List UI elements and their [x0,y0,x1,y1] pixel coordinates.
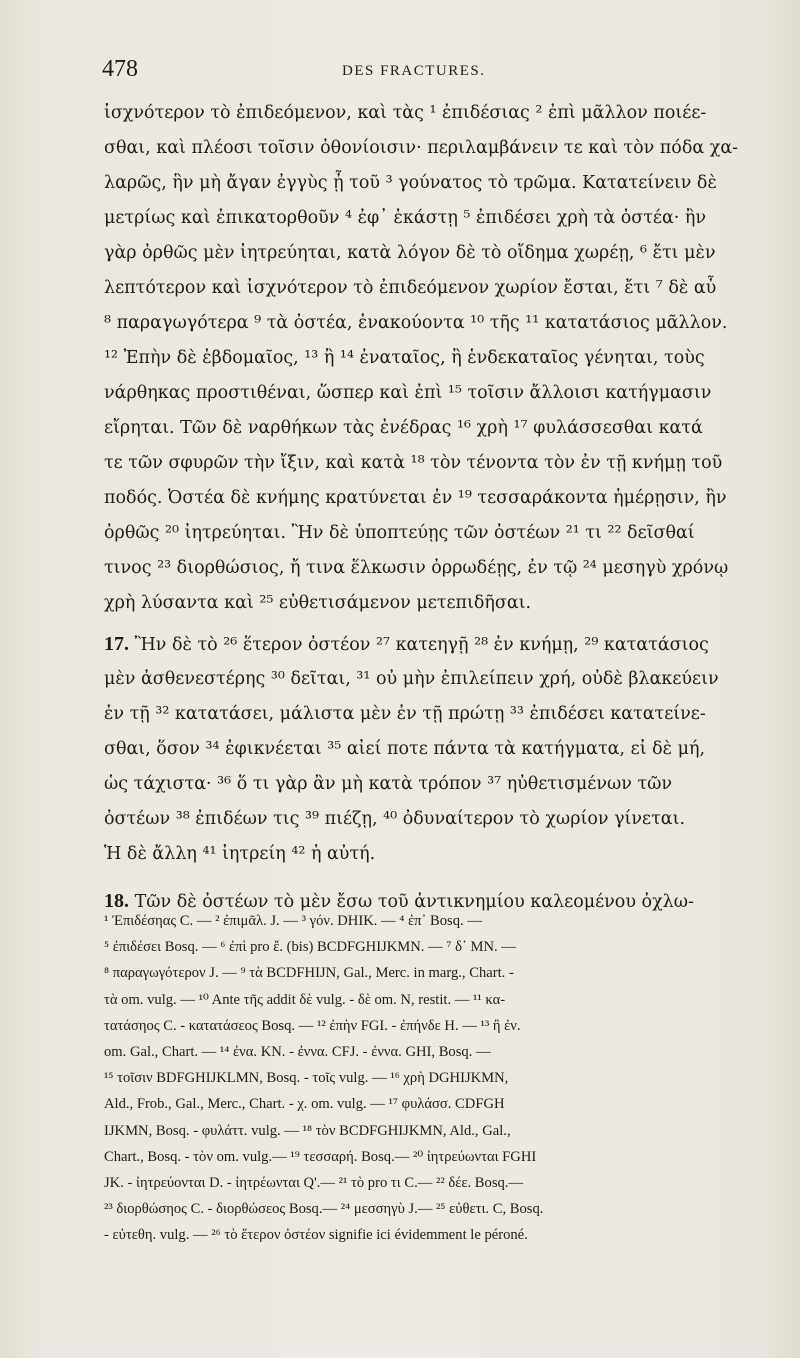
footnote-line: IJKMN, Bosq. - φυλάττ. vulg. — ¹⁸ τὸν BCDFGHIJKMN, Ald., Gal., [104,1122,511,1139]
running-head: DES FRACTURES. [342,63,486,79]
text-line: Ἡ δὲ ἄλλη ⁴¹ ἰητρείη ⁴² ἡ αὐτή. [104,844,376,864]
text-line: ὀστέων ³⁸ ἐπιδέων τις ³⁹ πιέζῃ, ⁴⁰ ὀδυναίτερον τὸ χωρίον γίνεται. [104,809,686,829]
text-line: μὲν ἀσθενεστέρης ³⁰ δεῖται, ³¹ οὐ μὴν ἐπιλείπειν χρή, οὐδὲ βλακεύειν [104,669,719,689]
text-line: μετρίως καὶ ἐπικατορθοῦν ⁴ ἐφ᾽ ἑκάστῃ ⁵ ἐπιδέσει χρὴ τὰ ὀστέα· ἢν [104,208,707,228]
text-line: χρὴ λύσαντα καὶ ²⁵ εὐθετισάμενον μετεπιδῆσαι. [104,593,532,613]
footnote-line: ¹ Ἐπιδέσηας C. — ² ἐπιμᾶλ. J. — ³ γόν. DHIK. — ⁴ ἐπ᾽ Bosq. — [104,913,482,929]
footnote-line: om. Gal., Chart. — ¹⁴ ἐνα. KN. - ἐννα. CFJ. - ἐννα. GHI, Bosq. — [104,1043,491,1060]
page-number: 478 [102,56,138,82]
footnote-line: Ald., Frob., Gal., Merc., Chart. - χ. om. vulg. — ¹⁷ φυλάσσ. CDFGH [104,1096,505,1113]
footnotes [104,908,752,1248]
footnote-line: ¹⁵ τοῖσιν BDFGHIJKLMN, Bosq. - τοῖς vulg. — ¹⁶ χρὴ DGHIJKMN, [104,1070,509,1087]
footnote-line: τατάσηος C. - κατατάσεος Bosq. — ¹² ἐπὴν FGI. - ἐπήνδε H. — ¹³ ἢ ἐν. [104,1017,521,1034]
text-line: σθαι, ὅσον ³⁴ ἐφικνέεται ³⁵ αἰεί ποτε πάντα τὰ κατήγματα, εἰ δὲ μή, [104,739,706,759]
text-line: ⁸ παραγωγότερα ⁹ τὰ ὀστέα, ἐνακούοντα ¹⁰ τῆς ¹¹ κατατάσιος μᾶλλον. [104,313,728,333]
footnote-line: ⁵ ἐπιδέσει Bosq. — ⁶ ἐπὶ pro ἔ. (bis) BCDFGHIJKMN. — ⁷ δ᾽ MN. — [104,939,516,956]
main-text [104,96,752,919]
footnote-line: ²³ διορθώσηος C. - διορθώσεος Bosq.— ²⁴ μεσσηγὺ J.— ²⁵ εὐθετι. C, Bosq. [104,1201,544,1218]
text-line: ἐν τῇ ³² κατατάσει, μάλιστα μὲν ἐν τῇ πρώτῃ ³³ ἐπιδέσει κατατείνε- [104,704,706,724]
paragraph-number: 18. [104,890,129,912]
text-line: τινος ²³ διορθώσιος, ἤ τινα ἕλκωσιν ὀρρωδέῃς, ἐν τῷ ²⁴ μεσηγὺ χρόνῳ [104,558,729,578]
text-line: σθαι, καὶ πλέοσι τοῖσιν ὀθονίοισιν· περιλαμβάνειν τε καὶ τὸν πόδα χα- [104,138,739,158]
paragraph-number: 17. [104,633,129,655]
text-line: ὡς τάχιστα· ³⁶ ὅ τι γὰρ ἂν μὴ κατὰ τρόπον ³⁷ ηὐθετισμένων τῶν [104,774,673,794]
text-line: Ἢν δὲ τὸ ²⁶ ἕτερον ὀστέον ²⁷ κατεηγῇ ²⁸ ἐν κνήμῃ, ²⁹ κατατάσιος [134,635,709,655]
paragraph-17-first-line [104,627,752,662]
footnote-line: τὰ om. vulg. — ¹⁰ Ante τῆς addit δὲ vulg. - δὲ om. N, restit. — ¹¹ κα- [104,991,506,1008]
text-line: ¹² Ἐπὴν δὲ ἑβδομαῖος, ¹³ ἢ ¹⁴ ἐναταῖος, ἢ ἑνδεκαταῖος γένηται, τοὺς [104,348,705,368]
text-line: λαρῶς, ἣν μὴ ἄγαν ἐγγὺς ᾖ τοῦ ³ γούνατος τὸ τρῶμα. Κατατείνειν δὲ [104,173,717,193]
text-line: ὀρθῶς ²⁰ ἰητρεύηται. Ἢν δὲ ὑποπτεύῃς τῶν ὀστέων ²¹ τι ²² δεῖσθαί [104,523,695,543]
text-line: ποδός. Ὀστέα δὲ κνήμης κρατύνεται ἐν ¹⁹ τεσσαράκοντα ἡμέρῃσιν, ἢν [104,488,727,508]
text-line: γὰρ ὀρθῶς μὲν ἰητρεύηται, κατὰ λόγον δὲ τὸ οἴδημα χωρέῃ, ⁶ ἔτι μὲν [104,243,716,263]
text-line: εἴρηται. Τῶν δὲ ναρθήκων τὰς ἐνέδρας ¹⁶ χρὴ ¹⁷ φυλάσσεσθαι κατά [104,418,703,438]
text-line: Τῶν δὲ ὀστέων τὸ μὲν ἔσω τοῦ ἀντικνημίου καλεομένου ὀχλω- [134,892,694,912]
footnote-line: JK. - ἰητρεύονται D. - ἰητρέωνται Q'.— ²¹ τὸ pro τι C.— ²² δέε. Bosq.— [104,1174,524,1191]
text-line: λεπτότερον καὶ ἰσχνότερον τὸ ἐπιδεόμενον χωρίον ἔσται, ἔτι ⁷ δὲ αὖ [104,278,717,298]
footnote-line: ⁸ παραγωγότερον J. — ⁹ τὰ BCDFHIJN, Gal., Merc. in marg., Chart. - [104,965,514,982]
footnote-line: - εὐτεθη. vulg. — ²⁶ τὸ ἕτερον ὀστέον signifie ici évidemment le péroné. [104,1227,528,1244]
text-line: τε τῶν σφυρῶν τὴν ἴξιν, καὶ κατὰ ¹⁸ τὸν τένοντα τὸν ἐν τῇ κνήμῃ τοῦ [104,453,723,473]
page-header [102,56,752,90]
text-line: νάρθηκας προστιθέναι, ὥσπερ καὶ ἐπὶ ¹⁵ τοῖσιν ἄλλοισι κατήγμασιν [104,383,712,403]
text-line: ἰσχνότερον τὸ ἐπιδεόμενον, καὶ τὰς ¹ ἐπιδέσιας ² ἐπὶ μᾶλλον ποιέε- [104,103,707,123]
footnote-line: Chart., Bosq. - τὸν om. vulg.— ¹⁹ τεσσαρή. Bosq.— ²⁰ ἰητρεύωνται FGHI [104,1148,537,1165]
